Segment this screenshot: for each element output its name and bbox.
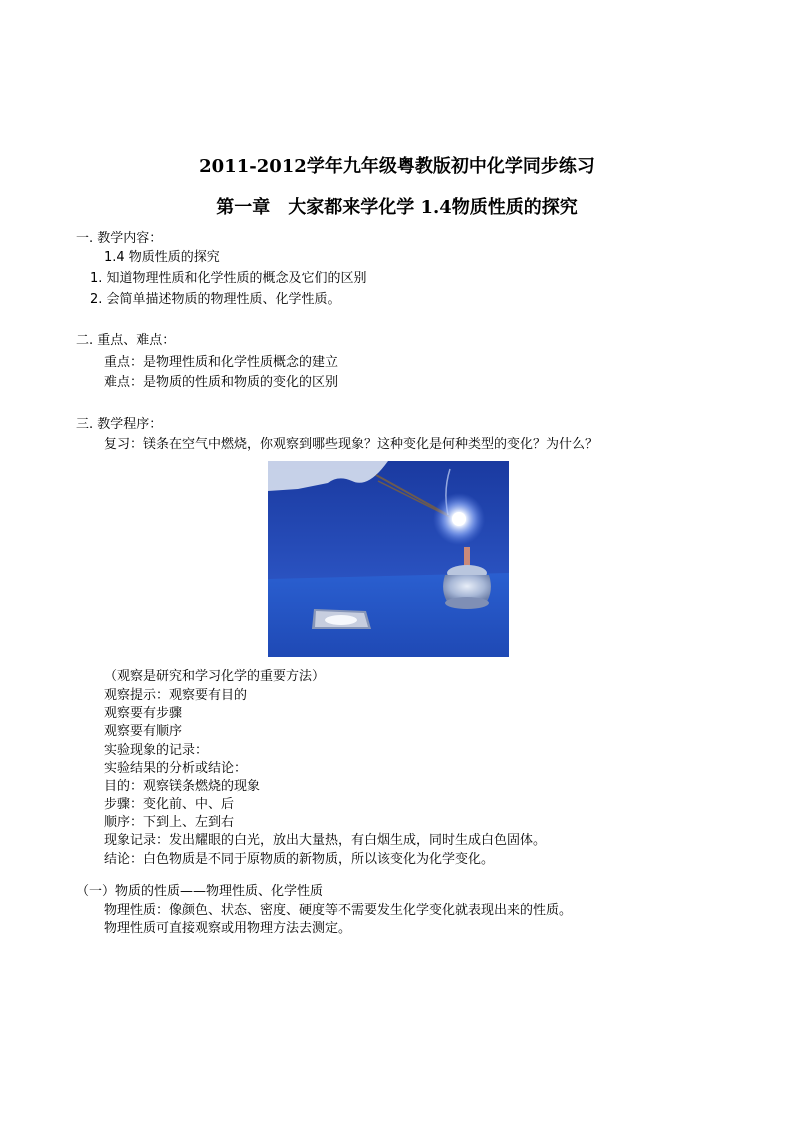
note-line: （观察是研究和学习化学的重要方法）	[104, 669, 326, 684]
section2-item: 难点：是物质的性质和物质的变化的区别	[104, 375, 339, 390]
note-line: 结论：白色物质是不同于原物质的新物质，所以该变化为化学变化。	[104, 852, 495, 867]
note-line: 观察提示：观察要有目的	[104, 688, 248, 703]
section2-heading: 二. 重点、难点：	[76, 333, 176, 348]
note-line: 现象记录：发出耀眼的白光，放出大量热，有白烟生成，同时生成白色固体。	[104, 833, 547, 848]
section1-item: 1.4 物质性质的探究	[104, 250, 220, 265]
section2-item: 重点：是物理性质和化学性质概念的建立	[104, 355, 339, 370]
note-line: 观察要有顺序	[104, 724, 183, 739]
document-subtitle: 第一章 大家都来学化学 1.4物质性质的探究	[216, 197, 578, 218]
section1-item: 2. 会简单描述物质的物理性质、化学性质。	[90, 292, 341, 307]
section3-heading: 三. 教学程序：	[76, 417, 163, 432]
part1-item: 物理性质：像颜色、状态、密度、硬度等不需要发生化学变化就表现出来的性质。	[104, 903, 573, 918]
note-line: 实验结果的分析或结论：	[104, 761, 248, 776]
note-line: 实验现象的记录：	[104, 743, 209, 758]
section1-heading: 一. 教学内容：	[76, 231, 163, 246]
magnesium-burning-photo	[268, 461, 509, 657]
section1-item: 1. 知道物理性质和化学性质的概念及它们的区别	[90, 271, 367, 286]
part1-heading: （一）物质的性质——物理性质、化学性质	[76, 884, 324, 899]
note-line: 观察要有步骤	[104, 706, 183, 721]
part1-item: 物理性质可直接观察或用物理方法去测定。	[104, 921, 352, 936]
document-title: 2011-2012学年九年级粤教版初中化学同步练习	[199, 156, 595, 177]
note-line: 顺序：下到上、左到右	[104, 815, 235, 830]
note-line: 步骤：变化前、中、后	[104, 797, 235, 812]
note-line: 目的：观察镁条燃烧的现象	[104, 779, 261, 794]
review-question: 复习：镁条在空气中燃烧，你观察到哪些现象？这种变化是何种类型的变化？为什么？	[104, 437, 599, 452]
